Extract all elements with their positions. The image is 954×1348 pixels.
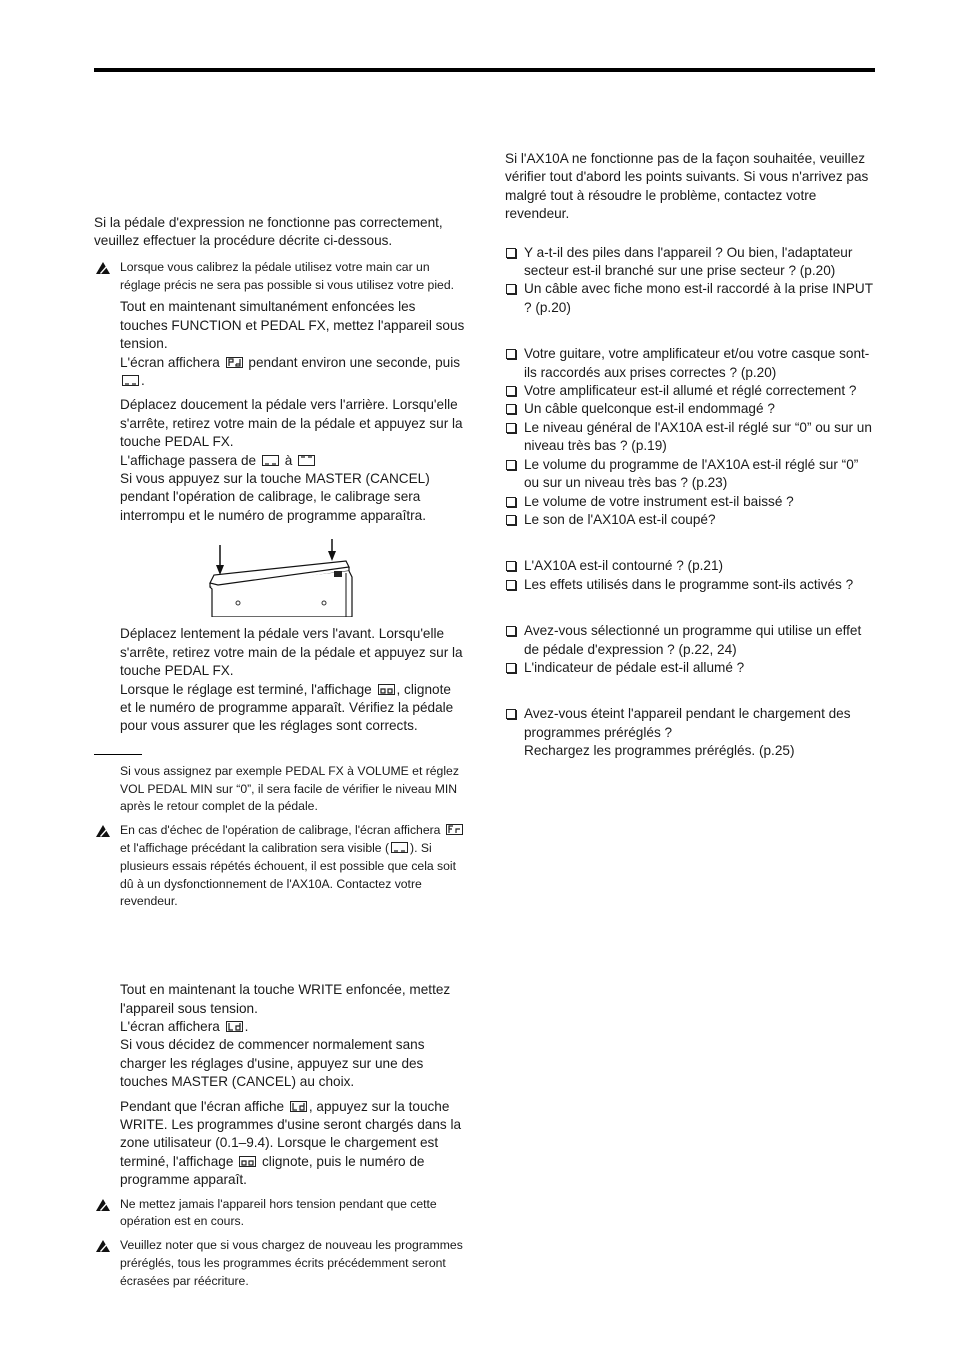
checkbox-icon <box>506 460 516 470</box>
check-group-pedal <box>505 622 877 677</box>
right-column <box>505 150 877 761</box>
checkbox-icon <box>506 663 516 673</box>
note-calibrate-hand: Lorsque vous calibrez la pédale utilisez votre main car un réglage précis ne sera pas possible si vous utilisez votre pied. <box>94 259 466 295</box>
note-calibration-failure: En cas d'échec de l'opération de calibrage, l'écran affichera et l'affichage précédant la calibration sera visible ( ). Si plusieurs essais répétés échouent, il est possible que cela soit dû à un dysfonctionnement de l'AX10A. Contactez votre revendeur. <box>94 822 466 911</box>
list-item: Un câble avec fiche mono est-il raccordé à la prise INPUT ? (p.20) <box>505 280 877 317</box>
list-item: Le volume du programme de l'AX10A est-il réglé sur “0” ou sur un niveau très bas ? (p.23) <box>505 456 877 493</box>
checkbox-icon <box>506 580 516 590</box>
note-no-power-off: Ne mettez jamais l'appareil hors tension pendant que cette opération est en cours. <box>94 1196 466 1232</box>
checkbox-icon <box>506 284 516 294</box>
list-item: Votre amplificateur est-il allumé et réglé correctement ? <box>505 382 877 400</box>
checkbox-icon <box>506 497 516 507</box>
checkbox-icon <box>506 404 516 414</box>
checkbox-icon <box>506 515 516 525</box>
list-item: Un câble quelconque est-il endommagé ? <box>505 400 877 418</box>
checkbox-icon <box>506 561 516 571</box>
lcd-display-icon <box>226 357 243 368</box>
check-group-presets <box>505 705 877 742</box>
pedal-intro: Si la pédale d'expression ne fonctionne pas correctement, veuillez effectuer la procédure décrite ci-dessous. <box>94 215 443 249</box>
lcd-display-icon <box>298 455 315 466</box>
list-item: Votre guitare, votre amplificateur et/ou votre casque sont-ils raccordés aux prises correctes ? (p.20) <box>505 345 877 382</box>
reset-steps: Tout en maintenant la touche WRITE enfoncée, mettez l'appareil sous tension. L'écran affichera . Si vous décidez de commencer normalement sans charger les réglages d'usine, appuyez sur une des touches MASTER (CANCEL) au choix. Pendant que l'écran affiche , appuyez sur la touche WRITE. Les programmes d'usine seront chargés dans la zone utilisateur (0.1–9.4). Lorsque le chargement est terminé, l'affichage clignote, puis le numéro de programme apparaît. <box>120 982 462 1188</box>
warning-pencil-icon <box>95 1198 111 1212</box>
lcd-display-icon <box>122 375 139 386</box>
step-1: Tout en maintenant simultanément enfoncées les touches FUNCTION et PEDAL FX, mettez l'appareil sous tension. L'écran affichera pendant environ une seconde, puis . <box>120 299 465 389</box>
reload-presets-hint: Rechargez les programmes préréglés. (p.25) <box>524 743 795 759</box>
checkbox-icon <box>506 248 516 258</box>
checkbox-icon <box>506 709 516 719</box>
lcd-display-icon <box>378 684 395 695</box>
list-item: Avez-vous sélectionné un programme qui utilise un effet de pédale d'expression ? (p.22, 24) <box>505 622 877 659</box>
lcd-display-icon <box>391 842 408 853</box>
list-item: Avez-vous éteint l'appareil pendant le chargement des programmes préréglés ? <box>505 705 877 742</box>
list-item: Les effets utilisés dans le programme sont-ils activés ? <box>505 576 877 594</box>
warning-pencil-icon <box>95 1239 111 1253</box>
tip-text: Si vous assignez par exemple PEDAL FX à VOLUME et réglez VOL PEDAL MIN sur “0”, il sera facile de vérifier le niveau MIN après le retour complet de la pédale. <box>120 763 459 814</box>
header-rule <box>94 68 875 72</box>
list-item: L'indicateur de pédale est-il allumé ? <box>505 659 877 677</box>
lcd-display-icon <box>239 1156 256 1167</box>
left-column <box>94 214 466 1291</box>
note-overwrite: Veuillez noter que si vous chargez de nouveau les programmes préréglés, tous les programmes écrits précédemment seront écrasées par réécriture. <box>94 1237 466 1290</box>
list-item: Le son de l'AX10A est-il coupé? <box>505 511 877 529</box>
check-group-sound <box>505 345 877 529</box>
check-group-power <box>505 244 877 318</box>
list-item: Le volume de votre instrument est-il baissé ? <box>505 493 877 511</box>
expression-pedal-drawing <box>206 537 356 617</box>
list-item: Le niveau général de l'AX10A est-il réglé sur “0” ou sur un niveau très bas ? (p.19) <box>505 419 877 456</box>
checkbox-icon <box>506 386 516 396</box>
checkbox-icon <box>506 349 516 359</box>
troubleshoot-intro: Si l'AX10A ne fonctionne pas de la façon souhaitée, veuillez vérifier tout d'abord les points suivants. Si vous n'arrivez pas malgré tout à résoudre le problème, contactez votre revendeur. <box>505 151 869 222</box>
tip-rule <box>94 754 142 755</box>
lcd-display-icon <box>262 455 279 466</box>
check-group-effects <box>505 557 877 594</box>
step-2: Déplacez doucement la pédale vers l'arrière. Lorsqu'elle s'arrête, retirez votre main de la pédale et appuyez sur la touche PEDAL FX. L'affichage passera de à Si vous appuyez sur la touche MASTER (CANCEL) pendant l'opération de calibrage, le calibrage sera interrompu et le numéro de programme apparaîtra. <box>120 397 463 523</box>
checkbox-icon <box>506 626 516 636</box>
lcd-display-icon <box>226 1021 243 1032</box>
pedal-illustration <box>206 537 356 617</box>
warning-pencil-icon <box>95 824 111 838</box>
list-item: L'AX10A est-il contourné ? (p.21) <box>505 557 877 575</box>
lcd-display-icon <box>446 824 463 835</box>
lcd-display-icon <box>290 1101 307 1112</box>
warning-pencil-icon <box>95 261 111 275</box>
list-item: Y a-t-il des piles dans l'appareil ? Ou bien, l'adaptateur secteur est-il branché sur une prise secteur ? (p.20) <box>505 244 877 281</box>
step-3: Déplacez lentement la pédale vers l'avant. Lorsqu'elle s'arrête, retirez votre main de la pédale et appuyez sur la touche PEDAL FX. Lorsque le réglage est terminé, l'affichage , clignote et le numéro de programme apparaît. Vérifiez la pédale pour vous assurer que les réglages sont corrects. <box>120 626 463 734</box>
checkbox-icon <box>506 423 516 433</box>
